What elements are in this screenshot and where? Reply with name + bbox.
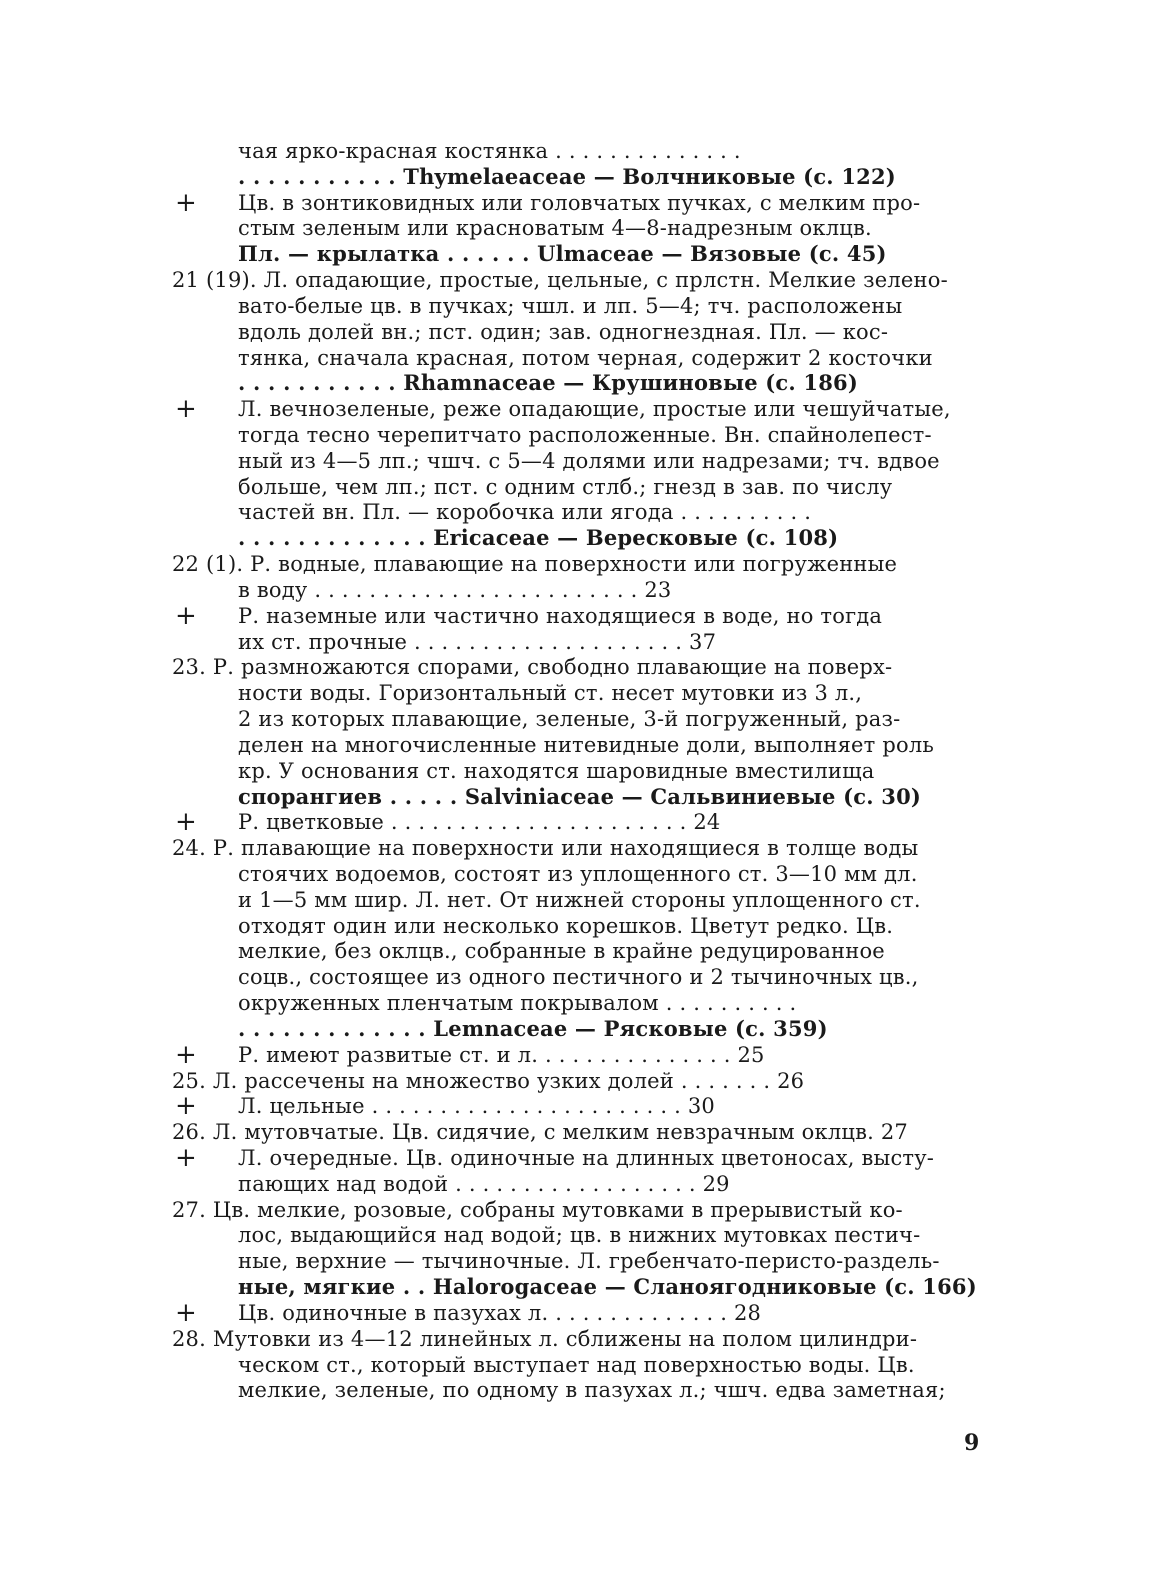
text-line [0, 1377, 1163, 1403]
text-line [0, 215, 1163, 241]
line-text: Л. вечнозеленые, реже опадающие, простые или чешуйчатые, [238, 397, 951, 421]
text-line [0, 577, 1163, 603]
text-line [0, 551, 1163, 577]
text-line [0, 680, 1163, 706]
family-reference: . . . . . . . . . . . . . Ericaceae — Вересковые (с. 108) [238, 525, 839, 550]
line-text: и 1—5 мм шир. Л. нет. От нижней стороны уплощенного ст. [238, 888, 921, 912]
line-text: тогда тесно черепитчато расположенные. Вн. спайнолепест- [238, 423, 932, 447]
text-line [0, 654, 1163, 680]
text-line [0, 422, 1163, 448]
line-text: ческом ст., который выступает над поверхностью воды. Цв. [238, 1353, 915, 1377]
text-line [0, 1300, 1163, 1326]
text-line [0, 1145, 1163, 1171]
text-line [0, 1326, 1163, 1352]
line-text: 24. Р. плавающие на поверхности или находящиеся в толще воды [172, 836, 919, 860]
line-text: Цв. в зонтиковидных или головчатых пучках, с мелким про- [238, 191, 921, 215]
family-reference: спорангиев . . . . . Salviniaceae — Сальвиниевые (с. 30) [238, 784, 922, 809]
line-text: стым зеленым или красноватым 4—8-надрезным оклцв. [238, 216, 872, 240]
line-text: стоячих водоемов, состоят из уплощенного ст. 3—10 мм дл. [238, 862, 918, 886]
plus-marker: + [175, 188, 197, 218]
text-line [0, 525, 1163, 551]
text-line [0, 1222, 1163, 1248]
text-line [0, 1197, 1163, 1223]
line-text: мелкие, без оклцв., собранные в крайне редуцированное [238, 939, 885, 963]
plus-marker: + [175, 1298, 197, 1328]
text-line [0, 629, 1163, 655]
line-text: лос, выдающийся над водой; цв. в нижних мутовках пестич- [238, 1223, 921, 1247]
text-line [0, 1093, 1163, 1119]
line-text: 22 (1). Р. водные, плавающие на поверхности или погруженные [172, 552, 898, 576]
line-text: кр. У основания ст. находятся шаровидные вместилища [238, 759, 875, 783]
text-line [0, 861, 1163, 887]
line-text: Р. наземные или частично находящиеся в воде, но тогда [238, 604, 883, 628]
family-reference: . . . . . . . . . . . . . Lemnaceae — Рясковые (с. 359) [238, 1016, 828, 1041]
line-text: больше, чем лп.; пст. с одним стлб.; гнезд в зав. по числу [238, 475, 893, 499]
line-text: соцв., состоящее из одного пестичного и 2 тычиночных цв., [238, 965, 919, 989]
text-line [0, 964, 1163, 990]
line-text: частей вн. Пл. — коробочка или ягода . . . . . . . . . . [238, 500, 812, 524]
text-line [0, 603, 1163, 629]
text-line [0, 345, 1163, 371]
line-text: Р. имеют развитые ст. и л. . . . . . . . . . . . . . . 25 [238, 1043, 765, 1067]
line-text: делен на многочисленные нитевидные доли, выполняет роль [238, 733, 935, 757]
text-line [0, 138, 1163, 164]
plus-marker: + [175, 807, 197, 837]
text-line [0, 913, 1163, 939]
line-text: ные, верхние — тычиночные. Л. гребенчато-перисто-раздель- [238, 1249, 940, 1273]
line-text: Л. очередные. Цв. одиночные на длинных цветоносах, высту- [238, 1146, 935, 1170]
line-text: мелкие, зеленые, по одному в пазухах л.; чшч. едва заметная; [238, 1378, 946, 1402]
text-line [0, 190, 1163, 216]
line-text: ности воды. Горизонтальный ст. несет мутовки из 3 л., [238, 681, 863, 705]
line-text: 23. Р. размножаются спорами, свободно плавающие на поверх- [172, 655, 893, 679]
text-line [0, 758, 1163, 784]
text-line [0, 1042, 1163, 1068]
text-line [0, 990, 1163, 1016]
line-text: Л. цельные . . . . . . . . . . . . . . . . . . . . . . . 30 [238, 1094, 715, 1118]
text-line [0, 474, 1163, 500]
line-text: тянка, сначала красная, потом черная, содержит 2 косточки [238, 346, 933, 370]
text-line [0, 938, 1163, 964]
plus-marker: + [175, 1040, 197, 1070]
line-text: 21 (19). Л. опадающие, простые, цельные, с прлстн. Мелкие зелено- [172, 268, 948, 292]
text-line [0, 1274, 1163, 1300]
line-text: в воду . . . . . . . . . . . . . . . . . . . . . . . . 23 [238, 578, 672, 602]
plus-marker: + [175, 394, 197, 424]
text-line [0, 809, 1163, 835]
family-reference: Пл. — крылатка . . . . . . Ulmaceae — Вязовые (с. 45) [238, 241, 887, 266]
line-text: окруженных пленчатым покрывалом . . . . . . . . . . [238, 991, 797, 1015]
line-text: 26. Л. мутовчатые. Цв. сидячие, с мелким невзрачным оклцв. 27 [172, 1120, 908, 1144]
text-line [0, 499, 1163, 525]
line-text: отходят один или несколько корешков. Цветут редко. Цв. [238, 914, 894, 938]
text-line [0, 448, 1163, 474]
line-text: ный из 4—5 лп.; чшч. с 5—4 долями или надрезами; тч. вдвое [238, 449, 940, 473]
line-text: 25. Л. рассечены на множество узких долей . . . . . . . 26 [172, 1069, 805, 1093]
line-text: 2 из которых плавающие, зеленые, 3-й погруженный, раз- [238, 707, 901, 731]
text-line [0, 706, 1163, 732]
text-line [0, 1119, 1163, 1145]
line-text: пающих над водой . . . . . . . . . . . . . . . . . . 29 [238, 1172, 730, 1196]
line-text: 28. Мутовки из 4—12 линейных л. сближены на полом цилиндри- [172, 1327, 918, 1351]
text-line [0, 319, 1163, 345]
text-line [0, 293, 1163, 319]
text-line [0, 267, 1163, 293]
line-text: их ст. прочные . . . . . . . . . . . . . . . . . . . . 37 [238, 630, 717, 654]
text-line [0, 241, 1163, 267]
line-text: Цв. одиночные в пазухах л. . . . . . . . . . . . . . 28 [238, 1301, 762, 1325]
text-line [0, 1352, 1163, 1378]
page-number: 9 [964, 1430, 980, 1456]
text-line [0, 164, 1163, 190]
family-reference: . . . . . . . . . . . Rhamnaceae — Крушиновые (с. 186) [238, 370, 858, 395]
text-line [0, 370, 1163, 396]
plus-marker: + [175, 1091, 197, 1121]
text-line [0, 396, 1163, 422]
line-text: чая ярко-красная костянка . . . . . . . . . . . . . . [238, 139, 741, 163]
line-text: вдоль долей вн.; пст. один; зав. одногнездная. Пл. — кос- [238, 320, 889, 344]
text-line [0, 1016, 1163, 1042]
plus-marker: + [175, 1143, 197, 1173]
text-line [0, 1171, 1163, 1197]
family-reference: . . . . . . . . . . . Thymelaeaceae — Волчниковые (с. 122) [238, 164, 896, 189]
line-text: 27. Цв. мелкие, розовые, собраны мутовками в прерывистый ко- [172, 1198, 903, 1222]
text-line [0, 835, 1163, 861]
line-text: вато-белые цв. в пучках; чшл. и лп. 5—4; тч. расположены [238, 294, 903, 318]
text-line [0, 887, 1163, 913]
family-reference: ные, мягкие . . Halorogaceae — Сланоягодниковые (с. 166) [238, 1274, 977, 1299]
text-line [0, 732, 1163, 758]
text-line [0, 1248, 1163, 1274]
plus-marker: + [175, 601, 197, 631]
line-text: Р. цветковые . . . . . . . . . . . . . . . . . . . . . . 24 [238, 810, 721, 834]
